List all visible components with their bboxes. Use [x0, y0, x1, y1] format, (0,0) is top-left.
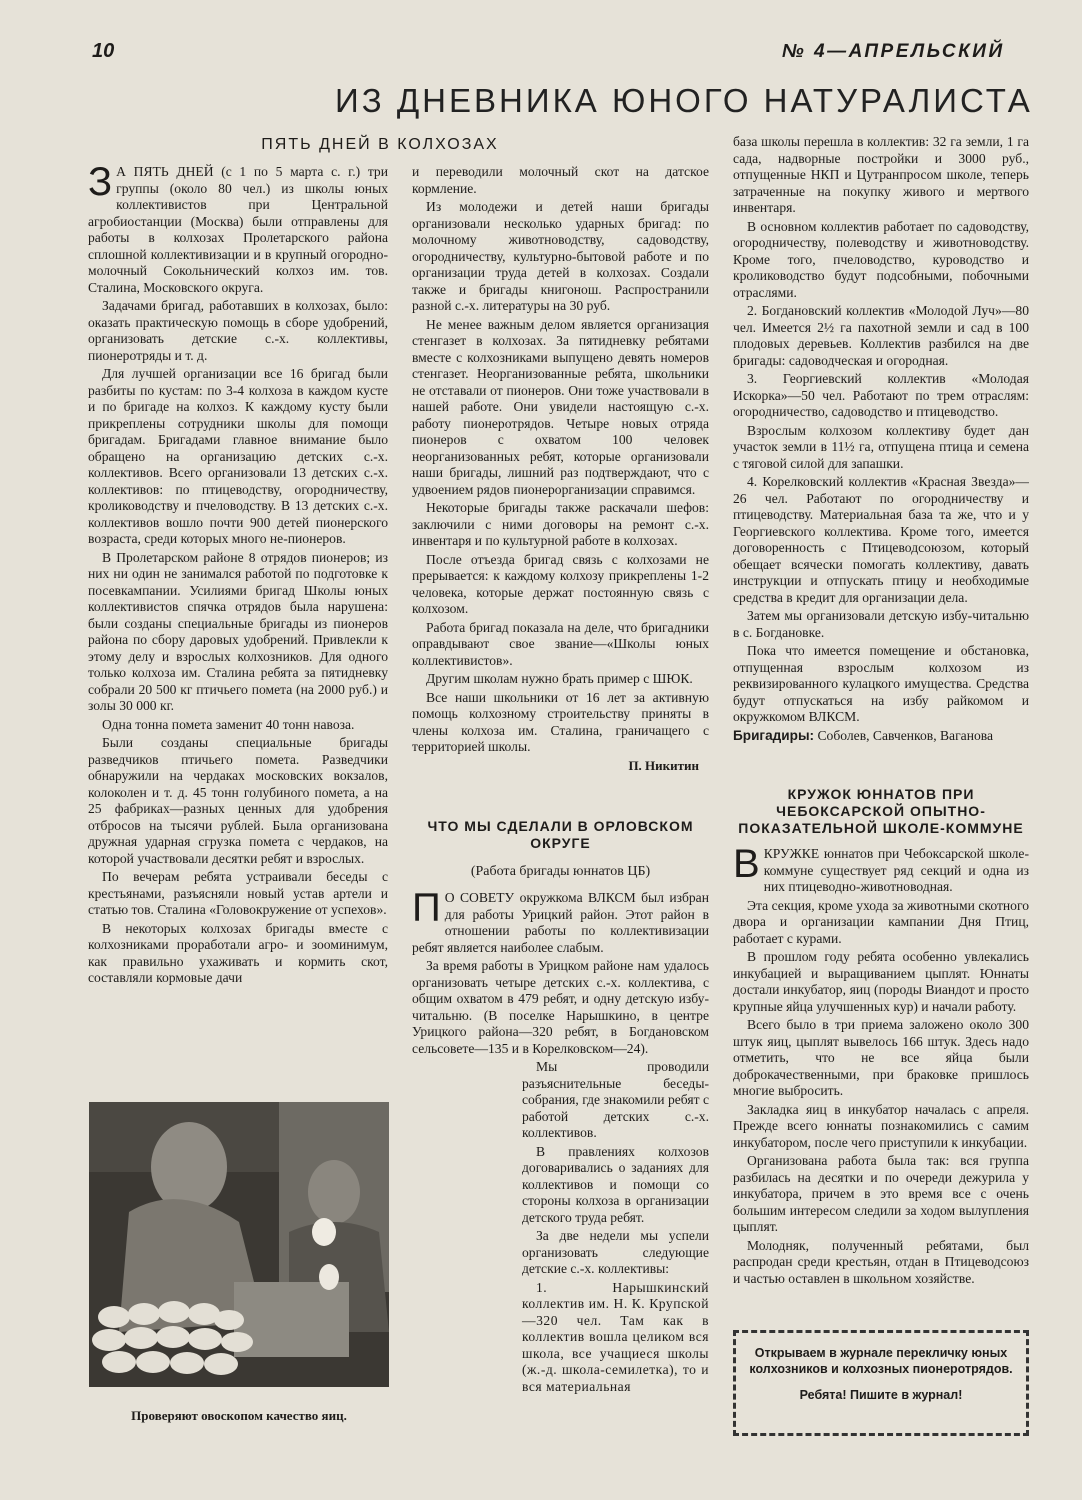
paragraph: Пока что имеется помещение и обстановка, отпущенная взрослым колхозом из реквизированного кулацкого имущества. Средства будут отпускаться на избу райкомом и окружкомом ВЛКСМ.: [733, 643, 1029, 724]
paragraph: Организована работа была так: вся группа разбилась на десятки и по очереди дежурила у инкубатора, причем в это время все с очень большим интересом следили за ходом вылупления цыплят.: [733, 1153, 1029, 1234]
paragraph: Молодняк, полученный ребятами, был распродан среди крестьян, отдан в Птицеводсоюз и частью оставлен в школьном хозяйстве.: [733, 1237, 1029, 1286]
issue-header: № 4—АПРЕЛЬСКИЙ: [782, 41, 1005, 62]
paragraph: После отъезда бригад связь с колхозами не прерывается: к каждому колхозу прикреплены 1-2 человека, которые держат постоянную связь с колхозом.: [412, 551, 709, 616]
paragraph: В правлениях колхозов договаривались о заданиях для коллективов и помощи со стороны колхоза в организации детского труда ребят.: [522, 1143, 709, 1225]
article1-signature: П. Никитин: [628, 757, 699, 773]
drop-cap: П: [412, 890, 441, 930]
paragraph: Эта секция, кроме ухода за животными скотного двора и организации кампании Дня Птиц, работает с курами.: [733, 897, 1029, 946]
paragraph: Взрослым колхозом коллективу будет дан участок земли в 11½ га, отпущена птица и семена с тяговой силой для запашки.: [733, 422, 1029, 471]
article3-heading: КРУЖОК ЮННАТОВ ПРИ ЧЕБОКСАРСКОЙ ОПЫТНО-ПОКАЗАТЕЛЬНОЙ ШКОЛЕ-КОММУНЕ: [738, 786, 1024, 836]
drop-cap: В: [733, 846, 760, 886]
paragraph: За две недели мы успели организовать следующие детские с.-х. коллективы:: [522, 1228, 709, 1276]
article2-subheading: (Работа бригады юннатов ЦБ): [470, 864, 651, 879]
paragraph: Не менее важным делом является организация стенгазет в колхозах. За пятидневку ребятами вместе с колхозниками выпущено девять номеров стенгазет. Неорганизованные ребята, школьники не отставали от пионеров. Они тоже участвовали в нашей работе. Они увидели настоящую с.-х. работу пионеротрядов. Четыре новых отряда пионеров с охватом 100 человек неорганизованных ребят, которые организовали наши бригады, лишний раз подтверждают, что с удвоением рядов пионерорганизации справимся.: [412, 316, 709, 497]
paragraph: КРУЖКЕ юннатов при Чебоксарской школе-коммуне существует ряд секций и одна из них птицеводно-животноводная.: [763, 846, 1029, 894]
brigade-line: [733, 728, 1029, 745]
paragraph: В некоторых колхозах бригады вместе с колхозниками проработали агро- и зооминимум, как правильно ухаживать и кормить скот, составляли кормовые дачи: [88, 920, 388, 985]
brigade-names: Соболев, Савченков, Ваганова: [817, 727, 994, 743]
paragraph: Задачами бригад, работавших в колхозах, было: оказать практическую помощь в сборе удобрений, организовать детские с.-х. коллективы, пионеротряды и т. д.: [88, 298, 388, 363]
notice-text: Открываем в журнале перекличку юных колхозников и колхозных пионеротрядов.: [749, 1346, 1013, 1376]
paragraph: 2. Богдановский коллектив «Молодой Луч»—80 чел. Имеется 2½ га пахотной земли и сад в 100 плодовых деревьев. Коллектив разбился на две бригады: садоводческая и огородная.: [733, 303, 1029, 368]
photo-caption: Проверяют овоскопом качество яиц.: [131, 1408, 347, 1423]
article2-heading: ЧТО МЫ СДЕЛАЛИ В ОРЛОВСКОМ ОКРУГЕ: [427, 818, 694, 851]
notice-call: Ребята! Пишите в журнал!: [799, 1388, 963, 1402]
paragraph: В основном коллектив работает по садоводству, огородничеству, полеводству и животноводству. Кроме того, пчеловодство, куроводство и кролиководство будут подсобными, побочными отраслями.: [733, 218, 1029, 300]
article3-column3: [733, 846, 1029, 1318]
article2-header: [412, 818, 709, 880]
paragraph: Все наши школьники от 16 лет за активную помощь колхозному строительству приняты в члены колхоза им. Сталина, граничащего с территорией школы.: [412, 689, 709, 754]
paragraph: Были созданы специальные бригады разведчиков птичьего помета. Разведчики обнаружили на чердаках московских вокзалов, колоколен и т. д. 45 тонн голубиного помета, а на 25 фабриках—разных ценных для удобрения отбросов на тысячи рублей. Была организована дружная ударная сгрузка помета с чердаков, на которой участвовали десятки ребят и взрослых.: [88, 735, 388, 866]
photo-illustration: [89, 1102, 389, 1387]
paragraph: и переводили молочный скот на датское кормление.: [412, 164, 709, 196]
notice-box: [733, 1330, 1029, 1436]
egg-candling-photo: [89, 1102, 389, 1387]
paragraph: Работа бригад показала на деле, что бригадники оправдывают свое звание—«Школы юных коллективистов».: [412, 619, 709, 668]
paragraph: А ПЯТЬ ДНЕЙ (с 1 по 5 марта с. г.) три группы (около 80 чел.) из школы юных коллективистов при Центральной агробиостанции (Москва) были отправлены для работы в колхозах Пролетарского района сплошной коллективизации и в крупный огородно-молочный Сокольнический колхоз им. тов. Сталина, Московского округа.: [88, 164, 388, 295]
paragraph: В Пролетарском районе 8 отрядов пионеров; из них ни один не занимался работой по подготовке к посевкампании. Усилиями бригад Школы юных коллективистов спячка отрядов была нарушена: были созданы специальные бригады из пионеров района по сбору даровых удобрений. Привлекли к этому делу и взрослых колхозников. Для одного только колхоза им. Сталина ребята за пятидневку собрали 20 500 кг птичьего помета (на 2000 руб.) и золы 30 000 кг.: [88, 549, 388, 713]
paragraph: Одна тонна помета заменит 40 тонн навоза.: [102, 716, 355, 732]
article2-column2: [412, 890, 709, 1430]
paragraph: Закладка яиц в инкубатор началась с апреля. Прежде всего юннаты познакомились с самим инкубатором, после чего приступили к инкубации.: [733, 1101, 1029, 1150]
brigade-label: Бригадиры:: [733, 727, 815, 743]
paragraph: 4. Корелковский коллектив «Красная Звезда»—26 чел. Работают по огородничеству и птицеводству. Материальная база та же, что и у Георгиевского коллектива. Кроме того, имеется договоренность с Птицеводсоюзом, который обещает всячески помогать коллективу, давать инструкции и отпускать птицу и необходимые средства в кредит для организации дела.: [733, 474, 1029, 605]
article1-heading: ПЯТЬ ДНЕЙ В КОЛХОЗАХ: [261, 136, 499, 153]
page-number: 10: [92, 40, 115, 62]
paragraph: 1. Нарышкинский коллектив им. Н. К. Крупской—320 чел. Там как в коллектив вошла целиком вся школа, все учащиеся школы (ж.-д. школа-семилетка), то и вся материальная: [522, 1279, 709, 1394]
paragraph: За время работы в Урицком районе нам удалось организовать четыре детских с.-х. коллектива, с общим охватом в 479 ребят, и одну детскую избу-читальню. (В поселке Нарышкино, в центре Урицкого района—320 ребят, в Богдановском сельсовете—135 и в Корелковском—24).: [412, 958, 709, 1056]
drop-cap: З: [88, 164, 113, 204]
article1-column2: [412, 164, 709, 800]
paragraph: О СОВЕТУ окружкома ВЛКСМ был избран для работы Урицкий район. Этот район в отношении работы по коллективизации ребят является наиболее слабым.: [412, 890, 709, 955]
paragraph: Затем мы организовали детскую избу-читальню в с. Богдановке.: [733, 608, 1029, 640]
paragraph: Из молодежи и детей наши бригады организовали несколько ударных бригад: по молочному животноводству, садоводству, огородничеству, культурно-бытовой работе и по организации труда детей в колхозах. Создали также и бригады книгонош. Распространили разной с.-х. литературы на 30 руб.: [412, 199, 709, 313]
paragraph: Некоторые бригады также раскачали шефов: заключили с ними договоры на ремонт с.-х. инвентаря и по культурной работе в колхозах.: [412, 500, 709, 548]
page-title: ИЗ ДНЕВНИКА ЮНОГО НАТУРАЛИСТА: [335, 82, 1033, 119]
paragraph: По вечерам ребята устраивали беседы с крестьянами, разъясняли новый устав артели и статью тов. Сталина «Головокружение от успехов».: [88, 869, 388, 917]
paragraph: 3. Георгиевский коллектив «Молодая Искорка»—50 чел. Работают по трем отраслям: огородничество, садоводство и птицеводство.: [733, 371, 1029, 419]
paragraph: Для лучшей организации все 16 бригад были разбиты по кустам: по 3-4 колхоза в каждом кусте и по бригаде на колхоз. К каждому кусту были прикреплены сотрудники школы для помощи бригадам. Бригадами главное внимание было обращено на организацию детских с.-х. коллективов. Всего организовали 13 детских с.-х. коллективов: по птицеводству, огородничеству, кролиководству и пчеловодству. В 13 детских с.-х. коллективов вошло почти 900 детей пионерского возраста, среди которых много не-пионеров.: [88, 366, 388, 546]
article1-column1: [88, 164, 388, 1086]
paragraph: Всего было в три приема заложено около 300 штук яиц, цыплят вывелось 166 штук. Здесь надо отметить, что не все яйца были доброкачественными, при браковке пришлось многие выбросить.: [733, 1017, 1029, 1098]
paragraph: Мы проводили разъяснительные беседы-собрания, где знакомили ребят с работой детских с.-х. коллективов.: [522, 1059, 709, 1140]
paragraph: Другим школам нужно брать пример с ШЮК.: [426, 671, 693, 686]
article2-column3: [733, 134, 1029, 770]
paragraph: база школы перешла в коллектив: 32 га земли, 1 га сада, надворные постройки и 3000 руб., отпущенные НКП и Цутранпросом школе, теперь затраченные на покупку живого и мертвого инвентаря.: [733, 134, 1029, 215]
paragraph: В прошлом году ребята особенно увлекались инкубацией и выращиванием цыплят. Юннаты достали инкубатор, яиц (породы Виандот и просто крупные яйца улучшенных кур) и начали работу.: [733, 949, 1029, 1014]
